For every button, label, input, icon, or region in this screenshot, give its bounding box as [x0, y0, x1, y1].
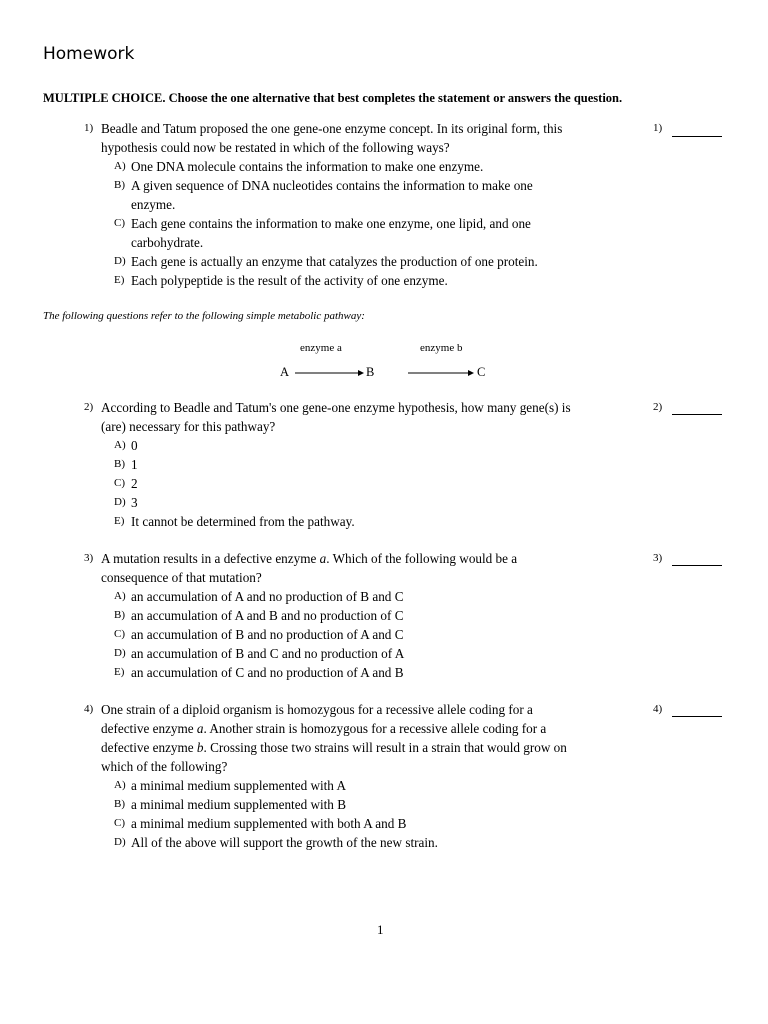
option-a[interactable]: [84, 157, 644, 176]
option-text: an accumulation of B and no production of A and C: [131, 627, 404, 642]
answer-blank[interactable]: [672, 716, 722, 717]
question-stem-line: A mutation results in a defective enzyme a. Which of the following would be a: [101, 551, 518, 566]
option-text: A given sequence of DNA nucleotides contains the information to make one: [131, 178, 533, 193]
option-a[interactable]: [84, 587, 644, 606]
option-text: 3: [131, 495, 138, 510]
answer-blank[interactable]: [672, 565, 722, 566]
option-b[interactable]: [84, 795, 644, 814]
metabolite-c: C: [477, 365, 486, 379]
option-text: an accumulation of A and no production of B and C: [131, 589, 404, 604]
option-letter: D): [114, 647, 126, 659]
instructions: MULTIPLE CHOICE. Choose the one alternative that best completes the statement or answers the question.: [43, 91, 623, 105]
question-2: [84, 398, 644, 531]
option-text: It cannot be determined from the pathway.: [131, 514, 355, 529]
option-letter: B): [114, 179, 125, 191]
option-text: an accumulation of A and B and no production of C: [131, 608, 404, 623]
option-letter: B): [114, 458, 125, 470]
option-letter: A): [114, 590, 126, 602]
option-text: Each polypeptide is the result of the activity of one enzyme.: [131, 273, 448, 288]
option-text: 1: [131, 457, 138, 472]
question-stem-line: Beadle and Tatum proposed the one gene-one enzyme concept. In its original form, this: [101, 121, 563, 136]
page-number: 1: [377, 922, 384, 937]
option-text: an accumulation of B and C and no production of A: [131, 646, 405, 661]
answer-blank[interactable]: [672, 136, 722, 137]
option-letter: D): [114, 255, 126, 267]
question-1: [84, 119, 644, 290]
option-text: a minimal medium supplemented with A: [131, 778, 346, 793]
question-number: 1): [84, 122, 94, 134]
option-c[interactable]: [84, 625, 644, 644]
arrow-a-to-b: [295, 370, 364, 376]
option-text: a minimal medium supplemented with both A and B: [131, 816, 407, 831]
option-letter: A): [114, 779, 126, 791]
option-letter: B): [114, 798, 125, 810]
answer-blank[interactable]: [672, 414, 722, 415]
enzyme-b-label: enzyme b: [420, 342, 463, 354]
arrow-b-to-c: [408, 370, 474, 376]
metabolite-b: B: [366, 365, 375, 379]
question-stem-line: which of the following?: [101, 759, 228, 774]
option-e[interactable]: [84, 271, 644, 290]
option-text: an accumulation of C and no production of A and B: [131, 665, 404, 680]
option-e[interactable]: [84, 512, 644, 531]
option-d[interactable]: [84, 833, 644, 852]
page-title: Homework: [43, 44, 135, 64]
option-letter: C): [114, 477, 125, 489]
question-3: [84, 549, 644, 682]
option-letter: E): [114, 274, 125, 286]
option-text: All of the above will support the growth of the new strain.: [131, 835, 438, 850]
question-number: 4): [84, 703, 94, 715]
option-letter: C): [114, 628, 125, 640]
question-stem-line: According to Beadle and Tatum's one gene-one enzyme hypothesis, how many gene(s) is: [101, 400, 571, 415]
answer-number: 1): [653, 122, 663, 134]
option-c[interactable]: [84, 474, 644, 493]
option-text: Each gene contains the information to make one enzyme, one lipid, and one: [131, 216, 531, 231]
option-letter: B): [114, 609, 125, 621]
question-stem-line: One strain of a diploid organism is homozygous for a recessive allele coding for a: [101, 702, 533, 717]
answer-number: 2): [653, 401, 663, 413]
option-text: 2: [131, 476, 138, 491]
question-stem-line: defective enzyme b. Crossing those two strains will result in a strain that would grow on: [101, 740, 567, 755]
pathway-arrows: [0, 336, 768, 386]
option-text: a minimal medium supplemented with B: [131, 797, 346, 812]
option-letter: A): [114, 160, 126, 172]
option-letter: C): [114, 217, 125, 229]
option-e[interactable]: [84, 663, 644, 682]
option-d[interactable]: [84, 493, 644, 512]
option-text: 0: [131, 438, 138, 453]
option-letter: A): [114, 439, 126, 451]
enzyme-a-label: enzyme a: [300, 342, 342, 354]
option-text: enzyme.: [131, 197, 176, 212]
option-letter: E): [114, 515, 125, 527]
option-text: carbohydrate.: [131, 235, 204, 250]
answer-number: 3): [653, 552, 663, 564]
pathway-intro: The following questions refer to the following simple metabolic pathway:: [43, 310, 365, 322]
question-number: 2): [84, 401, 94, 413]
option-b[interactable]: [84, 606, 644, 625]
option-letter: E): [114, 666, 125, 678]
option-d[interactable]: [84, 644, 644, 663]
option-d[interactable]: [84, 252, 644, 271]
option-c[interactable]: [84, 814, 644, 833]
answer-number: 4): [653, 703, 663, 715]
option-text: Each gene is actually an enzyme that catalyzes the production of one protein.: [131, 254, 538, 269]
option-letter: C): [114, 817, 125, 829]
option-letter: D): [114, 836, 126, 848]
question-4: [84, 700, 644, 852]
option-a[interactable]: [84, 436, 644, 455]
question-number: 3): [84, 552, 94, 564]
question-stem-line: defective enzyme a. Another strain is homozygous for a recessive allele coding for a: [101, 721, 547, 736]
option-text: One DNA molecule contains the information to make one enzyme.: [131, 159, 484, 174]
question-stem-line: consequence of that mutation?: [101, 570, 262, 585]
option-b[interactable]: [84, 176, 644, 214]
option-a[interactable]: [84, 776, 644, 795]
metabolic-pathway: [0, 336, 768, 386]
question-stem-line: hypothesis could now be restated in which of the following ways?: [101, 140, 450, 155]
option-b[interactable]: [84, 455, 644, 474]
metabolite-a: A: [280, 365, 290, 379]
option-letter: D): [114, 496, 126, 508]
option-c[interactable]: [84, 214, 644, 252]
question-stem-line: (are) necessary for this pathway?: [101, 419, 276, 434]
